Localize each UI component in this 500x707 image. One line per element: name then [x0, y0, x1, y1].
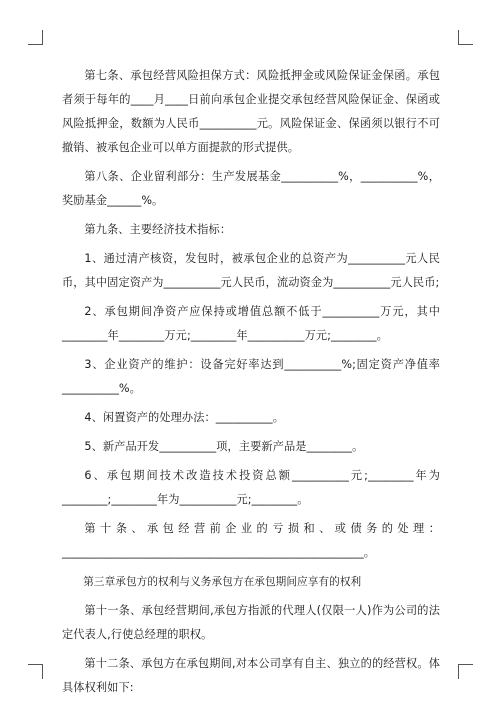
article-11-paragraph: 第十一条、承包经营期间,承包方指派的代理人(仅限一人)作为公司的法定代表人,行使总经理的职权。 — [62, 604, 440, 641]
indicator-4-paragraph: 4、闲置资产的处理办法：__________。 — [84, 411, 284, 424]
article-12-paragraph: 第十二条、承包方在承包期间,对本公司享有自主、独立的的经营权。体具体权利如下: — [62, 657, 440, 694]
indicator-6-paragraph: 6、承包期间技术改造技术投资总额__________元;________年为________;________年为__________元;________。 — [62, 469, 440, 506]
indicator-5-paragraph: 5、新产品开发__________项，主要新产品是________。 — [84, 440, 364, 453]
article-9-paragraph: 第九条、主要经济技术指标： — [84, 223, 232, 236]
corner-crop-mark-top-right — [458, 30, 473, 45]
indicator-2-paragraph: 2、承包期间净资产应保持或增值总额不低于__________万元，其中________年________万元;________年__________万元;________。 — [62, 305, 440, 342]
indicator-3-paragraph: 3、企业资产的维护：设备完好率达到__________%;固定资产净值率__________%。 — [62, 358, 440, 395]
corner-crop-mark-bottom-right — [458, 664, 473, 679]
indicator-1-paragraph: 1、通过清产核资，发包时，被承包企业的总资产为__________元人民币，其中固定资产为__________元人民币，流动资金为__________元人民币; — [62, 252, 440, 289]
article-7-paragraph: 第七条、承包经营风险担保方式：风险抵押金或风险保证金保函。承包者须于每年的____月____日前向承包企业提交承包经营风险保证金、保函或风险抵押金，数额为人民币__________元。风险保证金、保函须以银行不可撤销、被承包企业可以单方面提款的形式提供。 — [62, 69, 440, 154]
chapter-3-heading: 第三章承包方的权利与义务承包方在承包期间应享有的权利 — [83, 576, 362, 588]
article-8-paragraph: 第八条、企业留利部分：生产发展基金__________%，__________%，奖励基金______%。 — [62, 170, 440, 207]
corner-crop-mark-bottom-left — [28, 664, 43, 679]
document-body — [62, 64, 440, 705]
article-10-paragraph: 第十条、承包经营前企业的亏损和、或债务的处理：_____________________________________________________。 — [62, 522, 440, 559]
corner-crop-mark-top-left — [28, 30, 43, 45]
